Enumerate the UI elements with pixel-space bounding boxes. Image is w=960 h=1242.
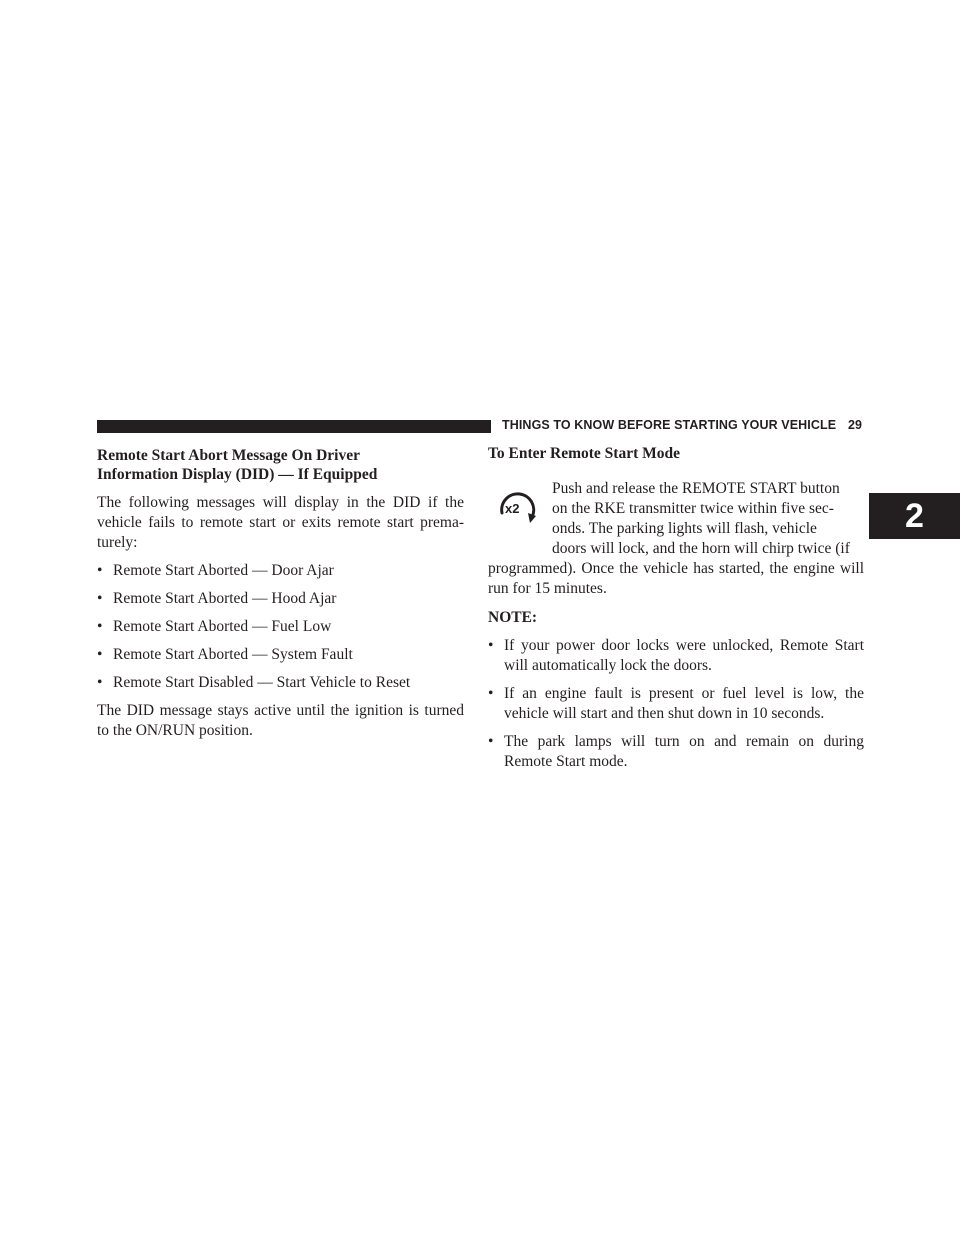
heading-line-2: Information Display (DID) — If Equipped xyxy=(97,466,378,483)
section-heading-abort xyxy=(97,446,464,484)
instruction-line-2: on the RKE transmitter twice within five sec- xyxy=(552,500,834,517)
abort-message-list xyxy=(97,561,464,693)
list-item: • Remote Start Aborted — Fuel Low xyxy=(97,618,332,635)
abort-intro-paragraph: The following messages will display in the DID if the vehicle fails to remote start or exits remote start prema-turely: xyxy=(97,494,464,551)
instruction-line-4: doors will lock, and the horn will chirp twice (if xyxy=(552,540,850,557)
list-item: • Remote Start Disabled — Start Vehicle to Reset xyxy=(97,674,411,691)
chapter-number: 2 xyxy=(905,496,924,535)
instruction-line-3: onds. The parking lights will flash, vehicle xyxy=(552,520,817,537)
note-list xyxy=(488,636,864,772)
running-header-title: THINGS TO KNOW BEFORE STARTING YOUR VEHICLE xyxy=(502,418,837,432)
svg-text:x2: x2 xyxy=(505,501,520,516)
list-item: • The park lamps will turn on and remain on during Remote Start mode. xyxy=(488,733,864,770)
section-heading-enter-remote-start: To Enter Remote Start Mode xyxy=(488,445,680,462)
list-item: • If your power door locks were unlocked, Remote Start will automatically lock the doors. xyxy=(488,637,864,674)
header-rule xyxy=(97,420,491,433)
list-item: • If an engine fault is present or fuel level is low, the vehicle will start and then shut down in 10 seconds. xyxy=(488,685,864,722)
instruction-continued: programmed). Once the vehicle has started, the engine will run for 15 minutes. xyxy=(488,560,864,597)
right-column xyxy=(488,444,864,772)
remote-start-x2-icon xyxy=(492,483,544,533)
instruction-block xyxy=(488,479,864,599)
list-item: • Remote Start Aborted — Hood Ajar xyxy=(97,590,337,607)
heading-line-1: Remote Start Abort Message On Driver xyxy=(97,447,360,464)
abort-closing-paragraph: The DID message stays active until the ignition is turned to the ON/RUN position. xyxy=(97,702,464,739)
left-column xyxy=(97,446,464,741)
chapter-tab xyxy=(869,493,960,539)
note-label: NOTE: xyxy=(488,609,538,626)
list-item: • Remote Start Aborted — System Fault xyxy=(97,646,353,663)
page-number: 29 xyxy=(848,418,862,432)
list-item: • Remote Start Aborted — Door Ajar xyxy=(97,562,334,579)
instruction-line-1: Push and release the REMOTE START button xyxy=(552,480,840,497)
